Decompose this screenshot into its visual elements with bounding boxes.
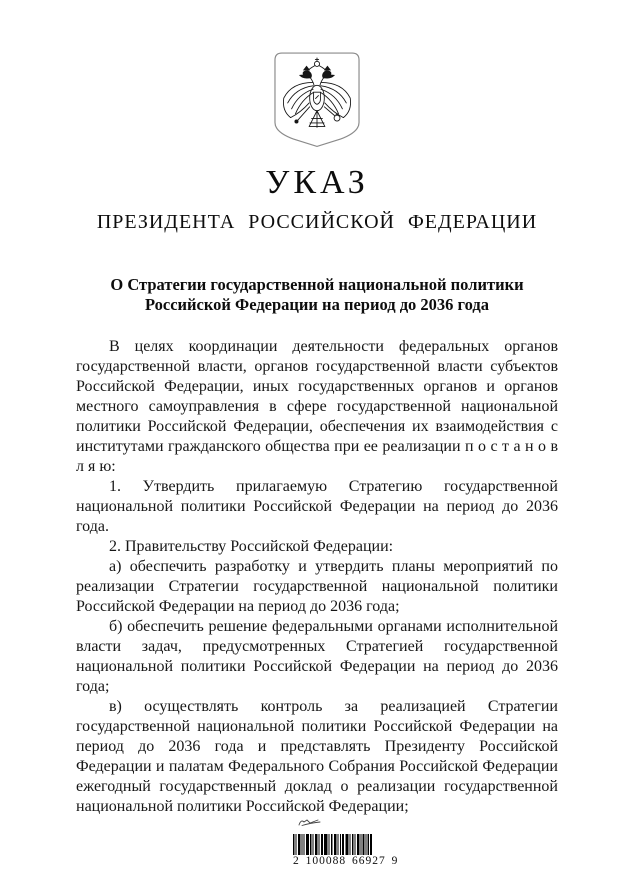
barcode-number: 2 100088 66927 9 — [293, 855, 399, 867]
body-paragraph: в) осуществлять контроль за реализацией Стратегии государственной национальной политики Российской Федерации на период до 2036 года и представлять Президенту Российской Федерации и палатам Федерального Собрания Российской Федерации ежегодный государственный доклад о реализации государственной национальной политики Российской Федерации; — [76, 698, 558, 815]
decree-subject-line1: О Стратегии государственной национальной политики — [110, 275, 524, 294]
decree-title: УКАЗ — [265, 164, 369, 201]
handwritten-initials-icon — [297, 816, 323, 829]
body-paragraph: а) обеспечить разработку и утвердить планы мероприятий по реализации Стратегии государственной национальной политики Российской Федерации на период до 2036 года; — [76, 558, 558, 615]
decree-issuer: ПРЕЗИДЕНТА РОССИЙСКОЙ ФЕДЕРАЦИИ — [96, 211, 538, 233]
decree-body — [76, 337, 558, 817]
body-paragraph: В целях координации деятельности федеральных органов государственной власти, органов государственной власти субъектов Российской Федерации, иных государственных органов и органов местного самоуправления в сфере государственной национальной политики Российской Федерации, обеспечения их взаимодействия с институтами гражданского общества при ее реализации п о с т а н о в л я ю: — [76, 338, 558, 475]
body-paragraph: 1. Утвердить прилагаемую Стратегию государственной национальной политики Российской Федерации на период до 2036 года. — [76, 478, 558, 535]
decree-subject — [0, 275, 634, 315]
barcode-block — [293, 816, 399, 867]
decree-subject-line2: Российской Федерации на период до 2036 года — [144, 295, 490, 314]
body-paragraph: 2. Правительству Российской Федерации: — [109, 538, 394, 555]
body-paragraph: б) обеспечить решение федеральными органами исполнительной власти задач, предусмотренных Стратегией государственной национальной политики Российской Федерации на период до 2036 года; — [76, 618, 558, 695]
barcode — [293, 834, 373, 855]
coat-of-arms-icon — [274, 52, 360, 148]
